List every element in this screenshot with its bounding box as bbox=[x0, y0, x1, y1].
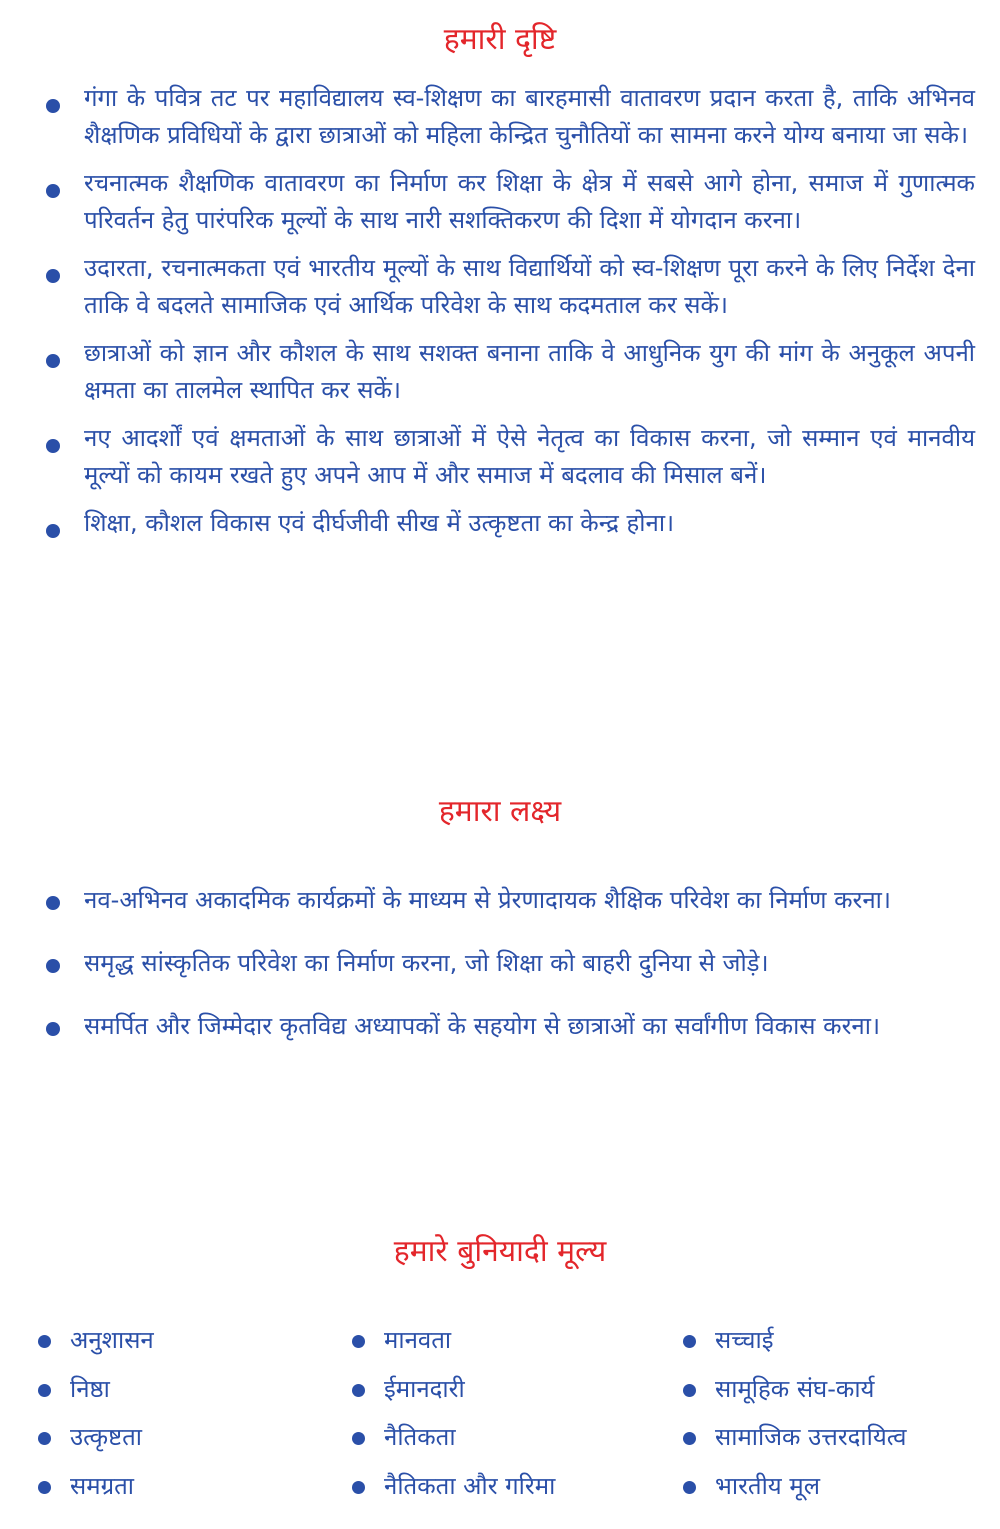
value-label: उत्कृष्टता bbox=[70, 1423, 142, 1451]
values-grid bbox=[38, 1320, 978, 1520]
bullet-icon bbox=[46, 439, 60, 453]
vision-list bbox=[40, 80, 975, 542]
bullet-icon bbox=[46, 524, 60, 538]
bullet-icon bbox=[352, 1481, 365, 1494]
bullet-icon bbox=[46, 184, 60, 198]
vision-item-5 bbox=[40, 420, 975, 493]
bullet-icon bbox=[683, 1481, 696, 1494]
vision-heading: हमारी दृष्टि bbox=[443, 22, 557, 57]
vision-item-1 bbox=[40, 80, 975, 153]
value-item bbox=[352, 1417, 672, 1466]
value-label: सामूहिक संघ-कार्य bbox=[715, 1374, 875, 1403]
mission-heading: हमारा लक्ष्य bbox=[438, 794, 562, 829]
bullet-icon bbox=[352, 1384, 365, 1397]
vision-item-6 bbox=[40, 505, 975, 542]
value-item bbox=[683, 1369, 1000, 1418]
vision-item-text: नए आदर्शों एवं क्षमताओं के साथ छात्राओं में ऐसे नेतृत्व का विकास करना, जो सम्मान एवं मानवीय मूल्यों को कायम रखते हुए अपने आप में और समाज में बदलाव की मिसाल बनें। bbox=[84, 424, 975, 489]
bullet-icon bbox=[683, 1432, 696, 1445]
value-label: नैतिकता और गरिमा bbox=[384, 1471, 556, 1500]
value-item bbox=[38, 1369, 358, 1418]
bullet-icon bbox=[352, 1335, 365, 1348]
mission-list bbox=[40, 877, 975, 1049]
value-label: मानवता bbox=[384, 1326, 452, 1354]
vision-item-text: छात्राओं को ज्ञान और कौशल के साथ सशक्त बनाना ताकि वे आधुनिक युग की मांग के अनुकूल अपनी क्षमता का तालमेल स्थापित कर सकें। bbox=[84, 339, 975, 404]
mission-item-text: समर्पित और जिम्मेदार कृतविद्य अध्यापकों के सहयोग से छात्राओं का सर्वांगीण विकास करना। bbox=[84, 1012, 881, 1040]
value-label: सामाजिक उत्तरदायित्व bbox=[715, 1423, 907, 1451]
value-item bbox=[352, 1320, 672, 1369]
vision-item-text: उदारता, रचनात्मकता एवं भारतीय मूल्यों के साथ विद्यार्थियों को स्व-शिक्षण पूरा करने के लिए निर्देश देना ताकि वे बदलते सामाजिक एवं आर्थिक परिवेश के साथ कदमताल कर सकें। bbox=[84, 254, 975, 319]
mission-item-2 bbox=[40, 940, 975, 986]
vision-item-3 bbox=[40, 250, 975, 323]
bullet-icon bbox=[46, 354, 60, 368]
value-item bbox=[38, 1320, 358, 1369]
vision-item-4 bbox=[40, 335, 975, 408]
bullet-icon bbox=[38, 1432, 51, 1445]
value-label: सच्चाई bbox=[715, 1326, 774, 1354]
value-label: नैतिकता bbox=[384, 1423, 456, 1451]
bullet-icon bbox=[352, 1432, 365, 1445]
bullet-icon bbox=[46, 99, 60, 113]
value-item bbox=[352, 1369, 672, 1418]
values-column-3 bbox=[683, 1320, 1000, 1514]
value-item bbox=[683, 1466, 1000, 1515]
bullet-icon bbox=[46, 896, 60, 910]
value-item bbox=[38, 1417, 358, 1466]
mission-item-3 bbox=[40, 1003, 975, 1049]
mission-item-text: समृद्ध सांस्कृतिक परिवेश का निर्माण करना, जो शिक्षा को बाहरी दुनिया से जोड़े। bbox=[84, 949, 769, 977]
value-item bbox=[352, 1466, 672, 1515]
values-heading: हमारे बुनियादी मूल्य bbox=[393, 1234, 607, 1269]
vision-item-text: गंगा के पवित्र तट पर महाविद्यालय स्व-शिक्षण का बारहमासी वातावरण प्रदान करता है, ताकि अभिनव शैक्षणिक प्रविधियों के द्वारा छात्राओं को महिला केन्द्रित चुनौतियों का सामना करने योग्य बनाया जा सके। bbox=[84, 84, 975, 149]
bullet-icon bbox=[38, 1481, 51, 1494]
value-label: समग्रता bbox=[70, 1471, 135, 1500]
value-label: ईमानदारी bbox=[384, 1374, 465, 1403]
value-item bbox=[683, 1417, 1000, 1466]
values-column-2 bbox=[352, 1320, 672, 1514]
value-item bbox=[683, 1320, 1000, 1369]
value-label: निष्ठा bbox=[70, 1374, 110, 1403]
vision-item-2 bbox=[40, 165, 975, 238]
vision-item-text: रचनात्मक शैक्षणिक वातावरण का निर्माण कर शिक्षा के क्षेत्र में सबसे आगे होना, समाज में गुणात्मक परिवर्तन हेतु पारंपरिक मूल्यों के साथ नारी सशक्तिकरण की दिशा में योगदान करना। bbox=[84, 169, 975, 234]
values-column-1 bbox=[38, 1320, 358, 1514]
mission-item-text: नव-अभिनव अकादमिक कार्यक्रमों के माध्यम से प्रेरणादायक शैक्षिक परिवेश का निर्माण करना। bbox=[84, 886, 891, 914]
bullet-icon bbox=[683, 1384, 696, 1397]
mission-item-1 bbox=[40, 877, 975, 923]
bullet-icon bbox=[683, 1335, 696, 1348]
value-label: भारतीय मूल bbox=[715, 1471, 820, 1500]
bullet-icon bbox=[46, 1022, 60, 1036]
bullet-icon bbox=[46, 959, 60, 973]
value-label: अनुशासन bbox=[70, 1326, 154, 1354]
bullet-icon bbox=[38, 1335, 51, 1348]
value-item bbox=[38, 1466, 358, 1515]
bullet-icon bbox=[38, 1384, 51, 1397]
vision-item-text: शिक्षा, कौशल विकास एवं दीर्घजीवी सीख में उत्कृष्टता का केन्द्र होना। bbox=[84, 509, 675, 537]
bullet-icon bbox=[46, 269, 60, 283]
